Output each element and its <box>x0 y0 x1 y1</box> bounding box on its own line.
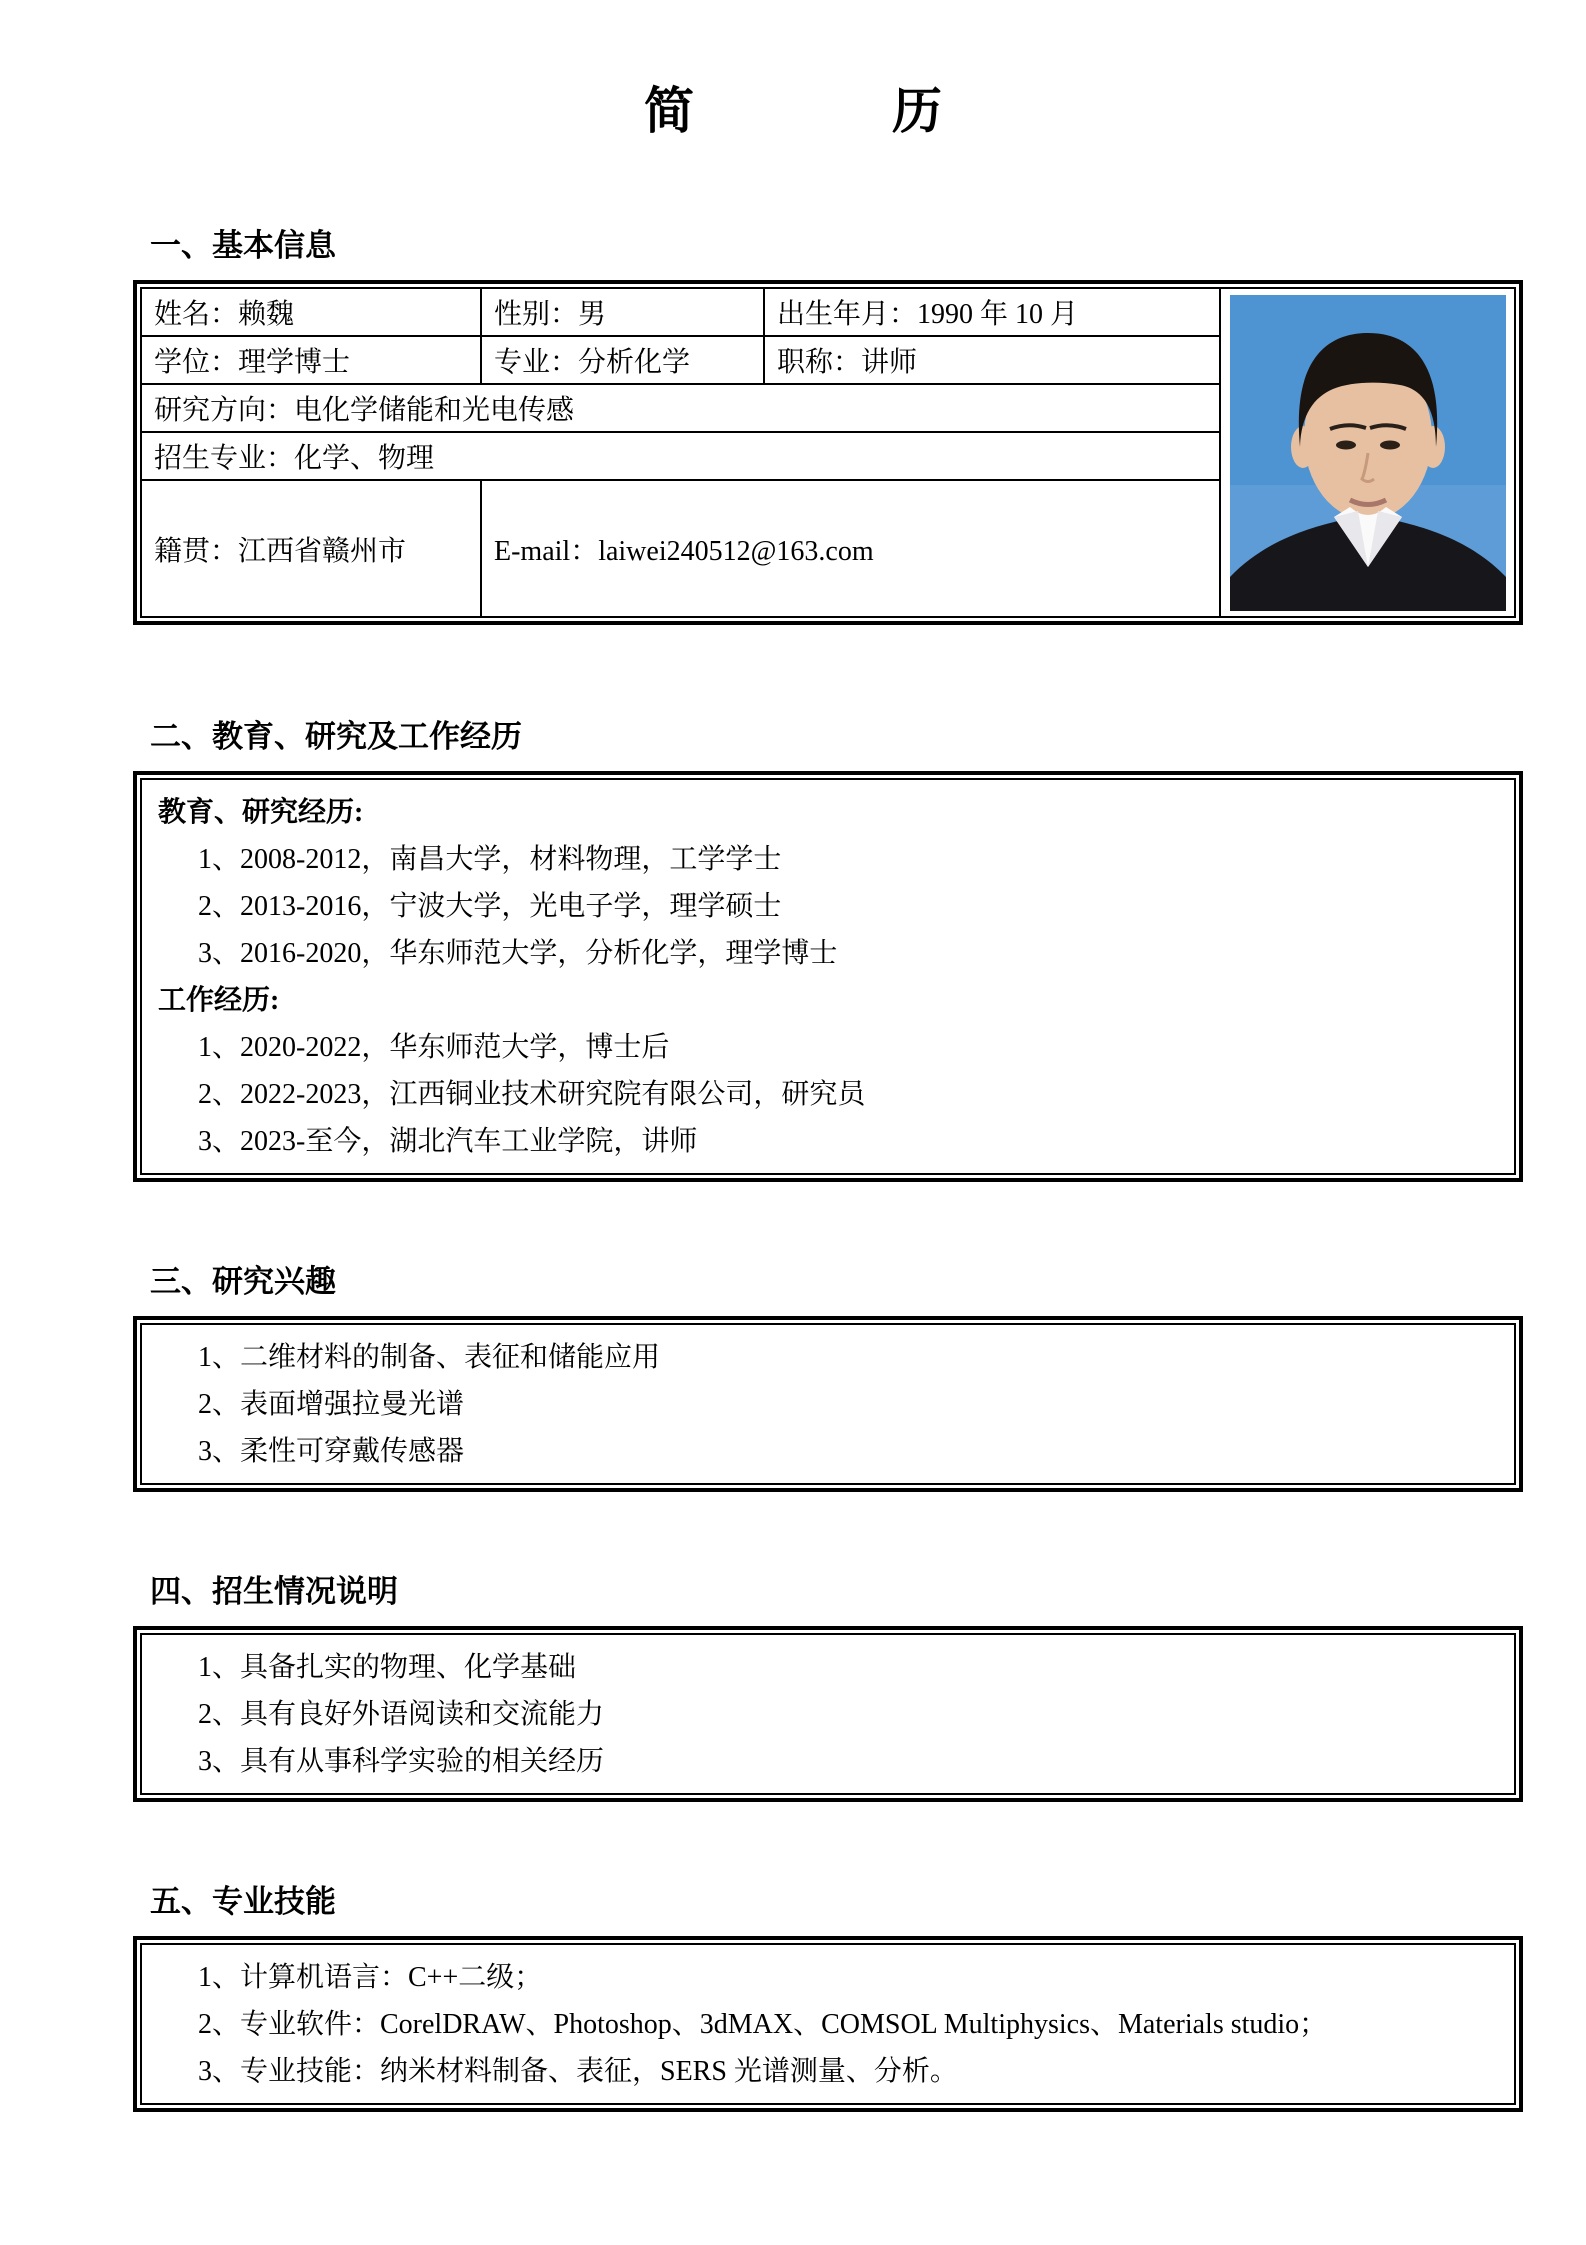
work-label: 工作经历: <box>158 985 280 1016</box>
document-title <box>0 0 1586 144</box>
list-item: 1、2008-2012，南昌大学，材料物理，工学学士 <box>198 844 782 875</box>
research-direction-cell: 研究方向：电化学储能和光电传感 <box>141 384 1220 432</box>
list-item: 1、计算机语言：C++二级； <box>198 1962 543 1993</box>
title-char-second: 历 <box>892 83 942 139</box>
list-item: 2、具有良好外语阅读和交流能力 <box>198 1699 605 1730</box>
interests-frame <box>133 1316 1523 1492</box>
list-item: 3、2016-2020，华东师范大学，分析化学，理学博士 <box>198 938 838 969</box>
email-cell: E-mail：laiwei240512@163.com <box>481 480 1220 617</box>
section-heading-basic-info: 一、基本信息 <box>150 228 336 263</box>
gender-cell: 性别：男 <box>481 288 764 336</box>
list-item: 1、2020-2022，华东师范大学，博士后 <box>198 1032 670 1063</box>
list-item: 1、二维材料的制备、表征和储能应用 <box>198 1342 661 1373</box>
major-cell: 专业：分析化学 <box>481 336 764 384</box>
section-heading-enrollment: 四、招生情况说明 <box>150 1574 398 1609</box>
section-heading-interests: 三、研究兴趣 <box>150 1264 336 1299</box>
birth-date-cell: 出生年月：1990 年 10 月 <box>764 288 1220 336</box>
basic-info-table <box>140 287 1516 618</box>
education-frame <box>133 771 1523 1182</box>
degree-cell: 学位：理学博士 <box>141 336 481 384</box>
skills-frame <box>133 1936 1523 2112</box>
enrollment-frame <box>133 1626 1523 1802</box>
section-heading-education: 二、教育、研究及工作经历 <box>150 719 522 754</box>
photo-cell <box>1220 288 1515 617</box>
list-item: 1、具备扎实的物理、化学基础 <box>198 1652 577 1683</box>
enrollment-major-cell: 招生专业：化学、物理 <box>141 432 1220 480</box>
table-row <box>141 288 1515 336</box>
title-char-first: 简 <box>644 83 694 139</box>
section-heading-skills: 五、专业技能 <box>150 1884 336 1919</box>
list-item: 3、2023-至今，湖北汽车工业学院，讲师 <box>198 1126 698 1157</box>
education-frame-inner <box>140 778 1516 1175</box>
list-item: 2、2013-2016，宁波大学，光电子学，理学硕士 <box>198 891 782 922</box>
list-item: 3、专业技能：纳米材料制备、表征，SERS 光谱测量、分析。 <box>198 2056 958 2087</box>
list-item: 2、专业软件：CorelDRAW、Photoshop、3dMAX、COMSOL Multiphysics、Materials studio； <box>198 2009 1328 2040</box>
list-item: 2、2022-2023，江西铜业技术研究院有限公司，研究员 <box>198 1079 866 1110</box>
basic-info-frame <box>133 280 1523 625</box>
interests-frame-inner <box>140 1323 1516 1485</box>
list-item: 3、柔性可穿戴传感器 <box>198 1436 465 1467</box>
list-item: 2、表面增强拉曼光谱 <box>198 1389 465 1420</box>
education-label: 教育、研究经历: <box>158 797 364 828</box>
skills-frame-inner <box>140 1943 1516 2105</box>
basic-info-frame-inner <box>140 287 1516 618</box>
job-title-cell: 职称：讲师 <box>764 336 1220 384</box>
portrait-photo <box>1230 295 1506 611</box>
list-item: 3、具有从事科学实验的相关经历 <box>198 1746 605 1777</box>
name-cell: 姓名：赖魏 <box>141 288 481 336</box>
enrollment-frame-inner <box>140 1633 1516 1795</box>
hometown-cell: 籍贯：江西省赣州市 <box>141 480 481 617</box>
